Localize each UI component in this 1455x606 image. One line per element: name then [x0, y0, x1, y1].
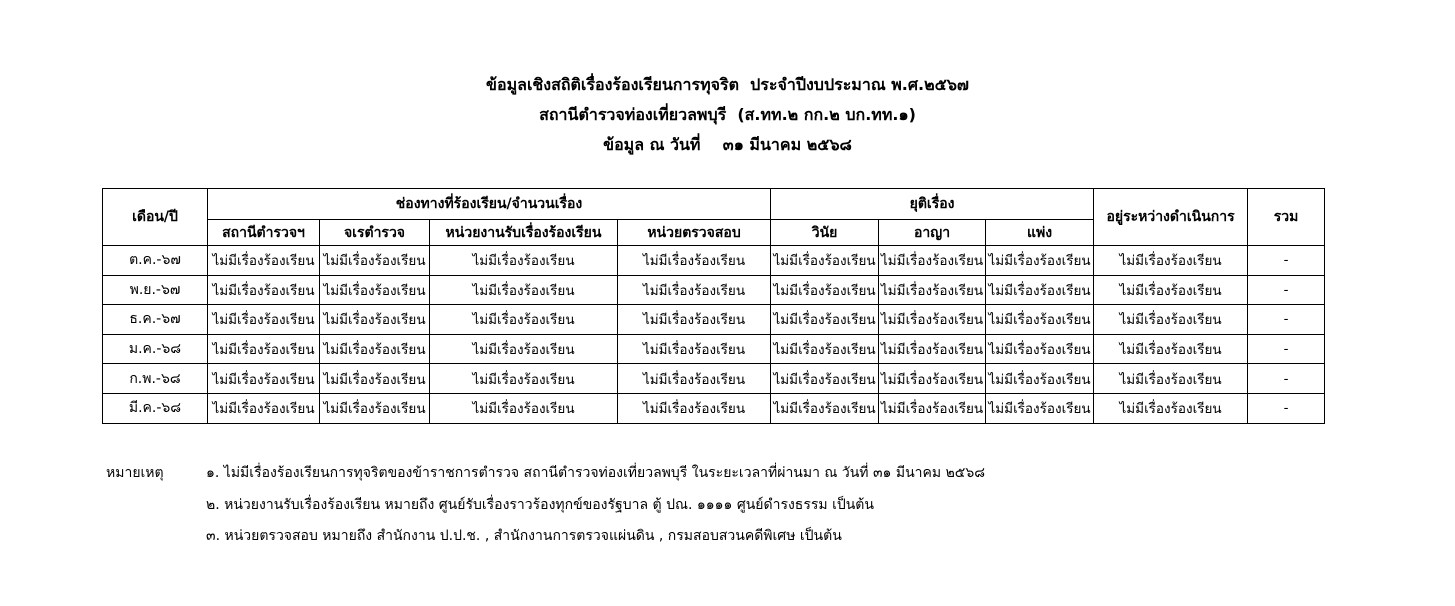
cell-station: ไม่มีเรื่องร้องเรียน: [208, 305, 320, 335]
note-item: ๒. หน่วยงานรับเรื่องร้องเรียน หมายถึง ศูนย์รับเรื่องราวร้องทุกข์ของรัฐบาล ตู้ ปณ. ๑๑๑๑ ศูนย์ดำรงธรรม เป็นต้น: [206, 496, 874, 513]
cell-civil: ไม่มีเรื่องร้องเรียน: [986, 393, 1094, 423]
note-row: [106, 458, 985, 490]
cell-complaint-unit: ไม่มีเรื่องร้องเรียน: [430, 246, 618, 276]
cell-total: -: [1248, 364, 1325, 394]
cell-discipline: ไม่มีเรื่องร้องเรียน: [771, 334, 879, 364]
cell-complaint-unit: ไม่มีเรื่องร้องเรียน: [430, 364, 618, 394]
report-date: ข้อมูล ณ วันที่ ๓๑ มีนาคม ๒๕๖๘: [603, 135, 852, 154]
cell-patrol: ไม่มีเรื่องร้องเรียน: [320, 393, 430, 423]
note-item: ๓. หน่วยตรวจสอบ หมายถึง สำนักงาน ป.ป.ช. , สำนักงานการตรวจแผ่นดิน , กรมสอบสวนคดีพิเศษ เป็นต้น: [206, 528, 842, 544]
cell-patrol: ไม่มีเรื่องร้องเรียน: [320, 334, 430, 364]
notes-section: [106, 458, 985, 553]
col-header-discipline: วินัย: [771, 220, 879, 246]
cell-civil: ไม่มีเรื่องร้องเรียน: [986, 364, 1094, 394]
cell-patrol: ไม่มีเรื่องร้องเรียน: [320, 246, 430, 276]
col-group-channels: ช่องทางที่ร้องเรียน/จำนวนเรื่อง: [208, 189, 771, 220]
table-row: [103, 393, 1325, 423]
col-header-in-progress: อยู่ระหว่างดำเนินการ: [1094, 189, 1248, 246]
complaint-statistics-table: [102, 188, 1325, 424]
col-header-audit-unit: หน่วยตรวจสอบ: [618, 220, 771, 246]
cell-in-progress: ไม่มีเรื่องร้องเรียน: [1094, 393, 1248, 423]
cell-complaint-unit: ไม่มีเรื่องร้องเรียน: [430, 334, 618, 364]
cell-station: ไม่มีเรื่องร้องเรียน: [208, 275, 320, 305]
note-item: ๑. ไม่มีเรื่องร้องเรียนการทุจริตของข้าราชการตำรวจ สถานีตำรวจท่องเที่ยวลพบุรี ในระยะเวลาที่ผ่านมา ณ วันที่ ๓๑ มีนาคม ๒๕๖๘: [206, 465, 986, 481]
cell-discipline: ไม่มีเรื่องร้องเรียน: [771, 246, 879, 276]
cell-civil: ไม่มีเรื่องร้องเรียน: [986, 246, 1094, 276]
cell-criminal: ไม่มีเรื่องร้องเรียน: [879, 246, 986, 276]
cell-station: ไม่มีเรื่องร้องเรียน: [208, 393, 320, 423]
cell-criminal: ไม่มีเรื่องร้องเรียน: [879, 393, 986, 423]
cell-discipline: ไม่มีเรื่องร้องเรียน: [771, 275, 879, 305]
cell-criminal: ไม่มีเรื่องร้องเรียน: [879, 334, 986, 364]
cell-total: -: [1248, 246, 1325, 276]
cell-month: ก.พ.-๖๘: [103, 364, 208, 394]
cell-complaint-unit: ไม่มีเรื่องร้องเรียน: [430, 393, 618, 423]
cell-total: -: [1248, 275, 1325, 305]
cell-in-progress: ไม่มีเรื่องร้องเรียน: [1094, 305, 1248, 335]
col-header-station: สถานีตำรวจฯ: [208, 220, 320, 246]
col-group-terminated: ยุติเรื่อง: [771, 189, 1094, 220]
table-row: [103, 246, 1325, 276]
table-row: [103, 364, 1325, 394]
cell-patrol: ไม่มีเรื่องร้องเรียน: [320, 305, 430, 335]
notes-label-spacer: [106, 521, 206, 553]
cell-month: มี.ค.-๖๘: [103, 393, 208, 423]
table-row: [103, 334, 1325, 364]
cell-criminal: ไม่มีเรื่องร้องเรียน: [879, 305, 986, 335]
table-row: [103, 305, 1325, 335]
cell-discipline: ไม่มีเรื่องร้องเรียน: [771, 364, 879, 394]
col-header-civil: แพ่ง: [986, 220, 1094, 246]
notes-label-spacer: [106, 490, 206, 522]
cell-audit-unit: ไม่มีเรื่องร้องเรียน: [618, 334, 771, 364]
cell-audit-unit: ไม่มีเรื่องร้องเรียน: [618, 393, 771, 423]
cell-total: -: [1248, 334, 1325, 364]
cell-audit-unit: ไม่มีเรื่องร้องเรียน: [618, 364, 771, 394]
col-header-criminal: อาญา: [879, 220, 986, 246]
note-row: [106, 490, 985, 522]
cell-discipline: ไม่มีเรื่องร้องเรียน: [771, 305, 879, 335]
cell-patrol: ไม่มีเรื่องร้องเรียน: [320, 364, 430, 394]
note-row: [106, 521, 985, 553]
cell-in-progress: ไม่มีเรื่องร้องเรียน: [1094, 334, 1248, 364]
cell-patrol: ไม่มีเรื่องร้องเรียน: [320, 275, 430, 305]
col-header-complaint-unit: หน่วยงานรับเรื่องร้องเรียน: [430, 220, 618, 246]
report-header: [0, 70, 1455, 160]
cell-month: ม.ค.-๖๘: [103, 334, 208, 364]
cell-station: ไม่มีเรื่องร้องเรียน: [208, 334, 320, 364]
cell-complaint-unit: ไม่มีเรื่องร้องเรียน: [430, 305, 618, 335]
cell-civil: ไม่มีเรื่องร้องเรียน: [986, 334, 1094, 364]
cell-civil: ไม่มีเรื่องร้องเรียน: [986, 275, 1094, 305]
cell-criminal: ไม่มีเรื่องร้องเรียน: [879, 364, 986, 394]
cell-audit-unit: ไม่มีเรื่องร้องเรียน: [618, 246, 771, 276]
col-header-month: เดือน/ปี: [103, 189, 208, 246]
cell-month: ต.ค.-๖๗: [103, 246, 208, 276]
cell-civil: ไม่มีเรื่องร้องเรียน: [986, 305, 1094, 335]
table-body: [103, 246, 1325, 424]
cell-total: -: [1248, 393, 1325, 423]
col-header-patrol: จเรตำรวจ: [320, 220, 430, 246]
cell-audit-unit: ไม่มีเรื่องร้องเรียน: [618, 275, 771, 305]
cell-station: ไม่มีเรื่องร้องเรียน: [208, 364, 320, 394]
cell-total: -: [1248, 305, 1325, 335]
cell-in-progress: ไม่มีเรื่องร้องเรียน: [1094, 246, 1248, 276]
cell-criminal: ไม่มีเรื่องร้องเรียน: [879, 275, 986, 305]
cell-month: พ.ย.-๖๗: [103, 275, 208, 305]
cell-audit-unit: ไม่มีเรื่องร้องเรียน: [618, 305, 771, 335]
cell-discipline: ไม่มีเรื่องร้องเรียน: [771, 393, 879, 423]
cell-in-progress: ไม่มีเรื่องร้องเรียน: [1094, 364, 1248, 394]
table-row: [103, 275, 1325, 305]
report-subtitle-station: สถานีตำรวจท่องเที่ยวลพบุรี (ส.ทท.๒ กก.๒ บก.ทท.๑): [539, 105, 916, 124]
cell-station: ไม่มีเรื่องร้องเรียน: [208, 246, 320, 276]
cell-month: ธ.ค.-๖๗: [103, 305, 208, 335]
cell-complaint-unit: ไม่มีเรื่องร้องเรียน: [430, 275, 618, 305]
notes-label: หมายเหตุ: [106, 465, 164, 481]
col-header-total: รวม: [1248, 189, 1325, 246]
report-title: ข้อมูลเชิงสถิติเรื่องร้องเรียนการทุจริต ประจำปีงบประมาณ พ.ศ.๒๕๖๗: [486, 75, 969, 94]
cell-in-progress: ไม่มีเรื่องร้องเรียน: [1094, 275, 1248, 305]
